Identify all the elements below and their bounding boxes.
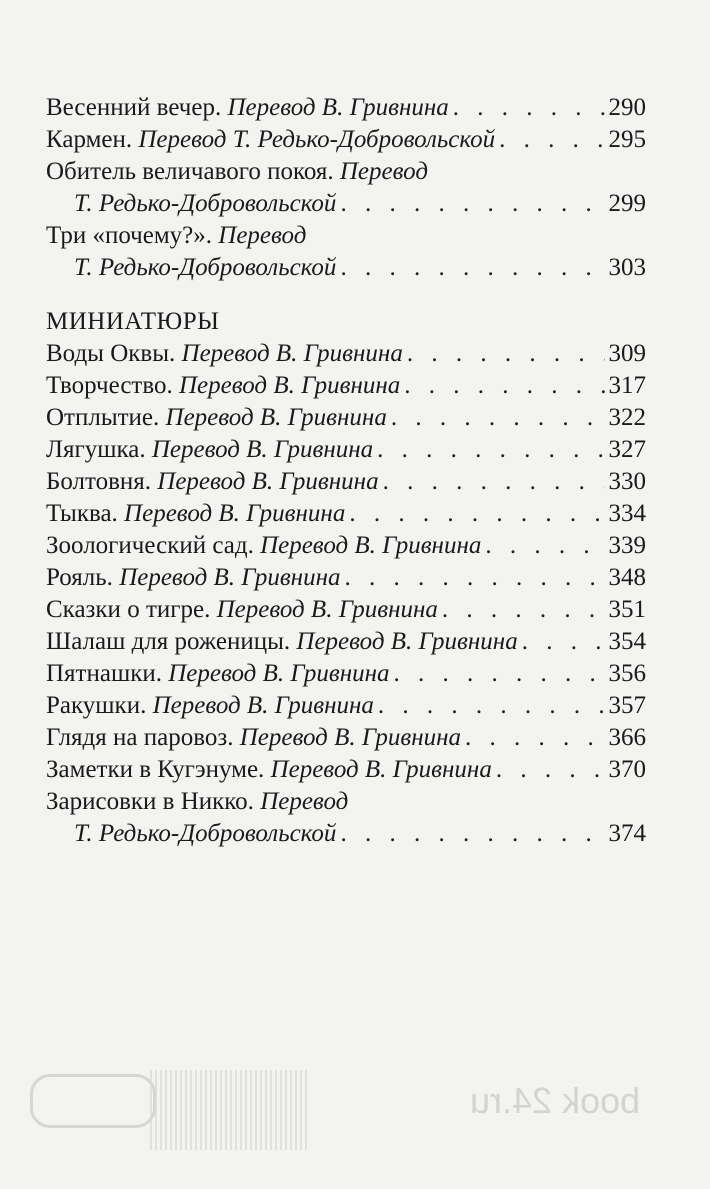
toc-entry-translator: Перевод В. Гривнина [165,404,387,431]
toc-entry-page: 357 [608,692,646,719]
toc-entry-page: 330 [608,468,646,495]
leader-dots [442,594,605,626]
toc-entry-page: 351 [608,596,646,623]
leader-dots [340,252,604,284]
leader-dots [349,498,604,530]
toc-entry-translator: Перевод В. Гривнина [260,532,482,559]
toc-entry-page: 374 [608,820,646,847]
toc-entry [46,466,646,498]
toc-entry-title: Сказки о тигре. Перевод В. Гривнина [46,596,438,623]
toc-entry-page: 354 [608,628,646,655]
toc-entry-page: 327 [608,436,646,463]
toc-entry-translator: Перевод В. Гривнина [239,724,462,751]
toc-entry-title: Шалаш для роженицы. Перевод В. Гривнина [46,628,518,655]
toc-entry-title: Ракушки. Перевод В. Гривнина [46,692,374,719]
toc-entry-page: 339 [608,532,646,559]
toc-entry-title: Лягушка. Перевод В. Гривнина [46,436,374,463]
toc-entry-translator: Перевод В. Гривнина [178,372,401,399]
leader-dots [344,562,604,594]
toc-entry-translator: Перевод В. Гривнина [227,94,449,121]
toc-entry-title: Зарисовки в Никко. Перевод [46,788,349,815]
leader-dots [394,658,605,690]
toc-entry [46,562,646,594]
toc-entry-page: 322 [608,404,646,431]
toc-entry-title: Воды Оквы. Перевод В. Гривнина [46,340,403,367]
toc-entry-translator: Перевод В. Гривнина [181,340,403,367]
toc-entry [46,530,646,562]
toc-entry-page: 334 [608,500,646,527]
leader-dots [465,722,604,754]
toc-entry [46,220,646,284]
leader-dots [391,402,605,434]
leader-dots [340,188,604,220]
toc-entry [46,338,646,370]
bleed-through-barcode [150,1070,310,1150]
toc-entry-page: 370 [608,756,646,783]
toc-entry-title: Глядя на паровоз. Перевод В. Гривнина [46,724,462,751]
leader-dots [496,754,605,786]
toc-entry [46,124,646,156]
leader-dots [453,92,605,124]
toc-entry [46,690,646,722]
toc-entry-translator-continued: Т. Редько-Добровольской [74,254,337,281]
toc-entry-page: 317 [608,372,646,399]
toc-entry [46,722,646,754]
toc-entry [46,658,646,690]
toc-entry-page: 303 [608,254,646,281]
leader-dots [377,434,604,466]
toc-entry-translator: Перевод В. Гривнина [296,628,518,655]
toc-entry-translator-continued: Т. Редько-Добровольской [74,190,337,217]
toc-entry [46,754,646,786]
toc-entry-page: 366 [608,724,646,751]
leader-dots [485,530,604,562]
toc-entry-translator: Перевод [218,222,307,249]
toc-entry-translator: Перевод [339,158,428,185]
toc-entry-page: 295 [608,126,646,153]
leader-dots [522,626,605,658]
toc-entry-translator: Перевод В. Гривнина [168,660,390,687]
toc-entry [46,370,646,402]
toc-entry [46,156,646,220]
toc-entry-translator: Перевод Т. Редько-Добровольской [138,126,496,153]
section-heading: МИНИАТЮРЫ [46,308,220,335]
bleed-through-age-mark [30,1074,156,1128]
toc-entry-title: Тыква. Перевод В. Гривнина [46,500,346,527]
toc-entry-page: 299 [608,190,646,217]
toc-entry [46,92,646,124]
toc-entry-page: 348 [608,564,646,591]
toc-entry-translator: Перевод В. Гривнина [157,468,379,495]
leader-dots [340,818,604,850]
toc-entry-title: Кармен. Перевод Т. Редько-Добровольской [46,126,496,153]
toc-entry-page: 290 [608,94,646,121]
toc-entry-translator: Перевод В. Гривнина [151,436,374,463]
leader-dots [378,690,605,722]
toc-entry [46,498,646,530]
leader-dots [499,124,604,156]
toc-entry [46,626,646,658]
toc-entry-page: 356 [608,660,646,687]
table-of-contents [46,92,646,850]
bleed-through-logo: book 24.ru [470,1080,641,1121]
toc-entry [46,402,646,434]
toc-entry-page: 309 [608,340,646,367]
toc-entry-translator: Перевод В. Гривнина [124,500,346,527]
toc-entry-title: Три «почему?». Перевод [46,222,307,249]
toc-entry-title: Болтовня. Перевод В. Гривнина [46,468,379,495]
toc-entry-translator: Перевод [260,788,349,815]
toc-entry-translator: Перевод В. Гривнина [119,564,341,591]
toc-entry-translator-continued: Т. Редько-Добровольской [74,820,337,847]
leader-dots [404,370,604,402]
toc-entry-title: Обитель величавого покоя. Перевод [46,158,428,185]
leader-dots [407,338,605,370]
toc-entry-translator: Перевод В. Гривнина [216,596,438,623]
toc-entry [46,434,646,466]
toc-entry-title: Весенний вечер. Перевод В. Гривнина [46,94,449,121]
toc-entry-translator: Перевод В. Гривнина [270,756,492,783]
toc-entry-title: Зоологический сад. Перевод В. Гривнина [46,532,482,559]
leader-dots [383,466,605,498]
toc-entry-translator: Перевод В. Гривнина [152,692,374,719]
toc-entry-title: Заметки в Кугэнуме. Перевод В. Гривнина [46,756,492,783]
toc-entry-title: Отплытие. Перевод В. Гривнина [46,404,387,431]
toc-entry-title: Рояль. Перевод В. Гривнина [46,564,341,591]
toc-entry-title: Творчество. Перевод В. Гривнина [46,372,401,399]
toc-entry [46,594,646,626]
toc-entry-title: Пятнашки. Перевод В. Гривнина [46,660,390,687]
toc-entry [46,786,646,850]
